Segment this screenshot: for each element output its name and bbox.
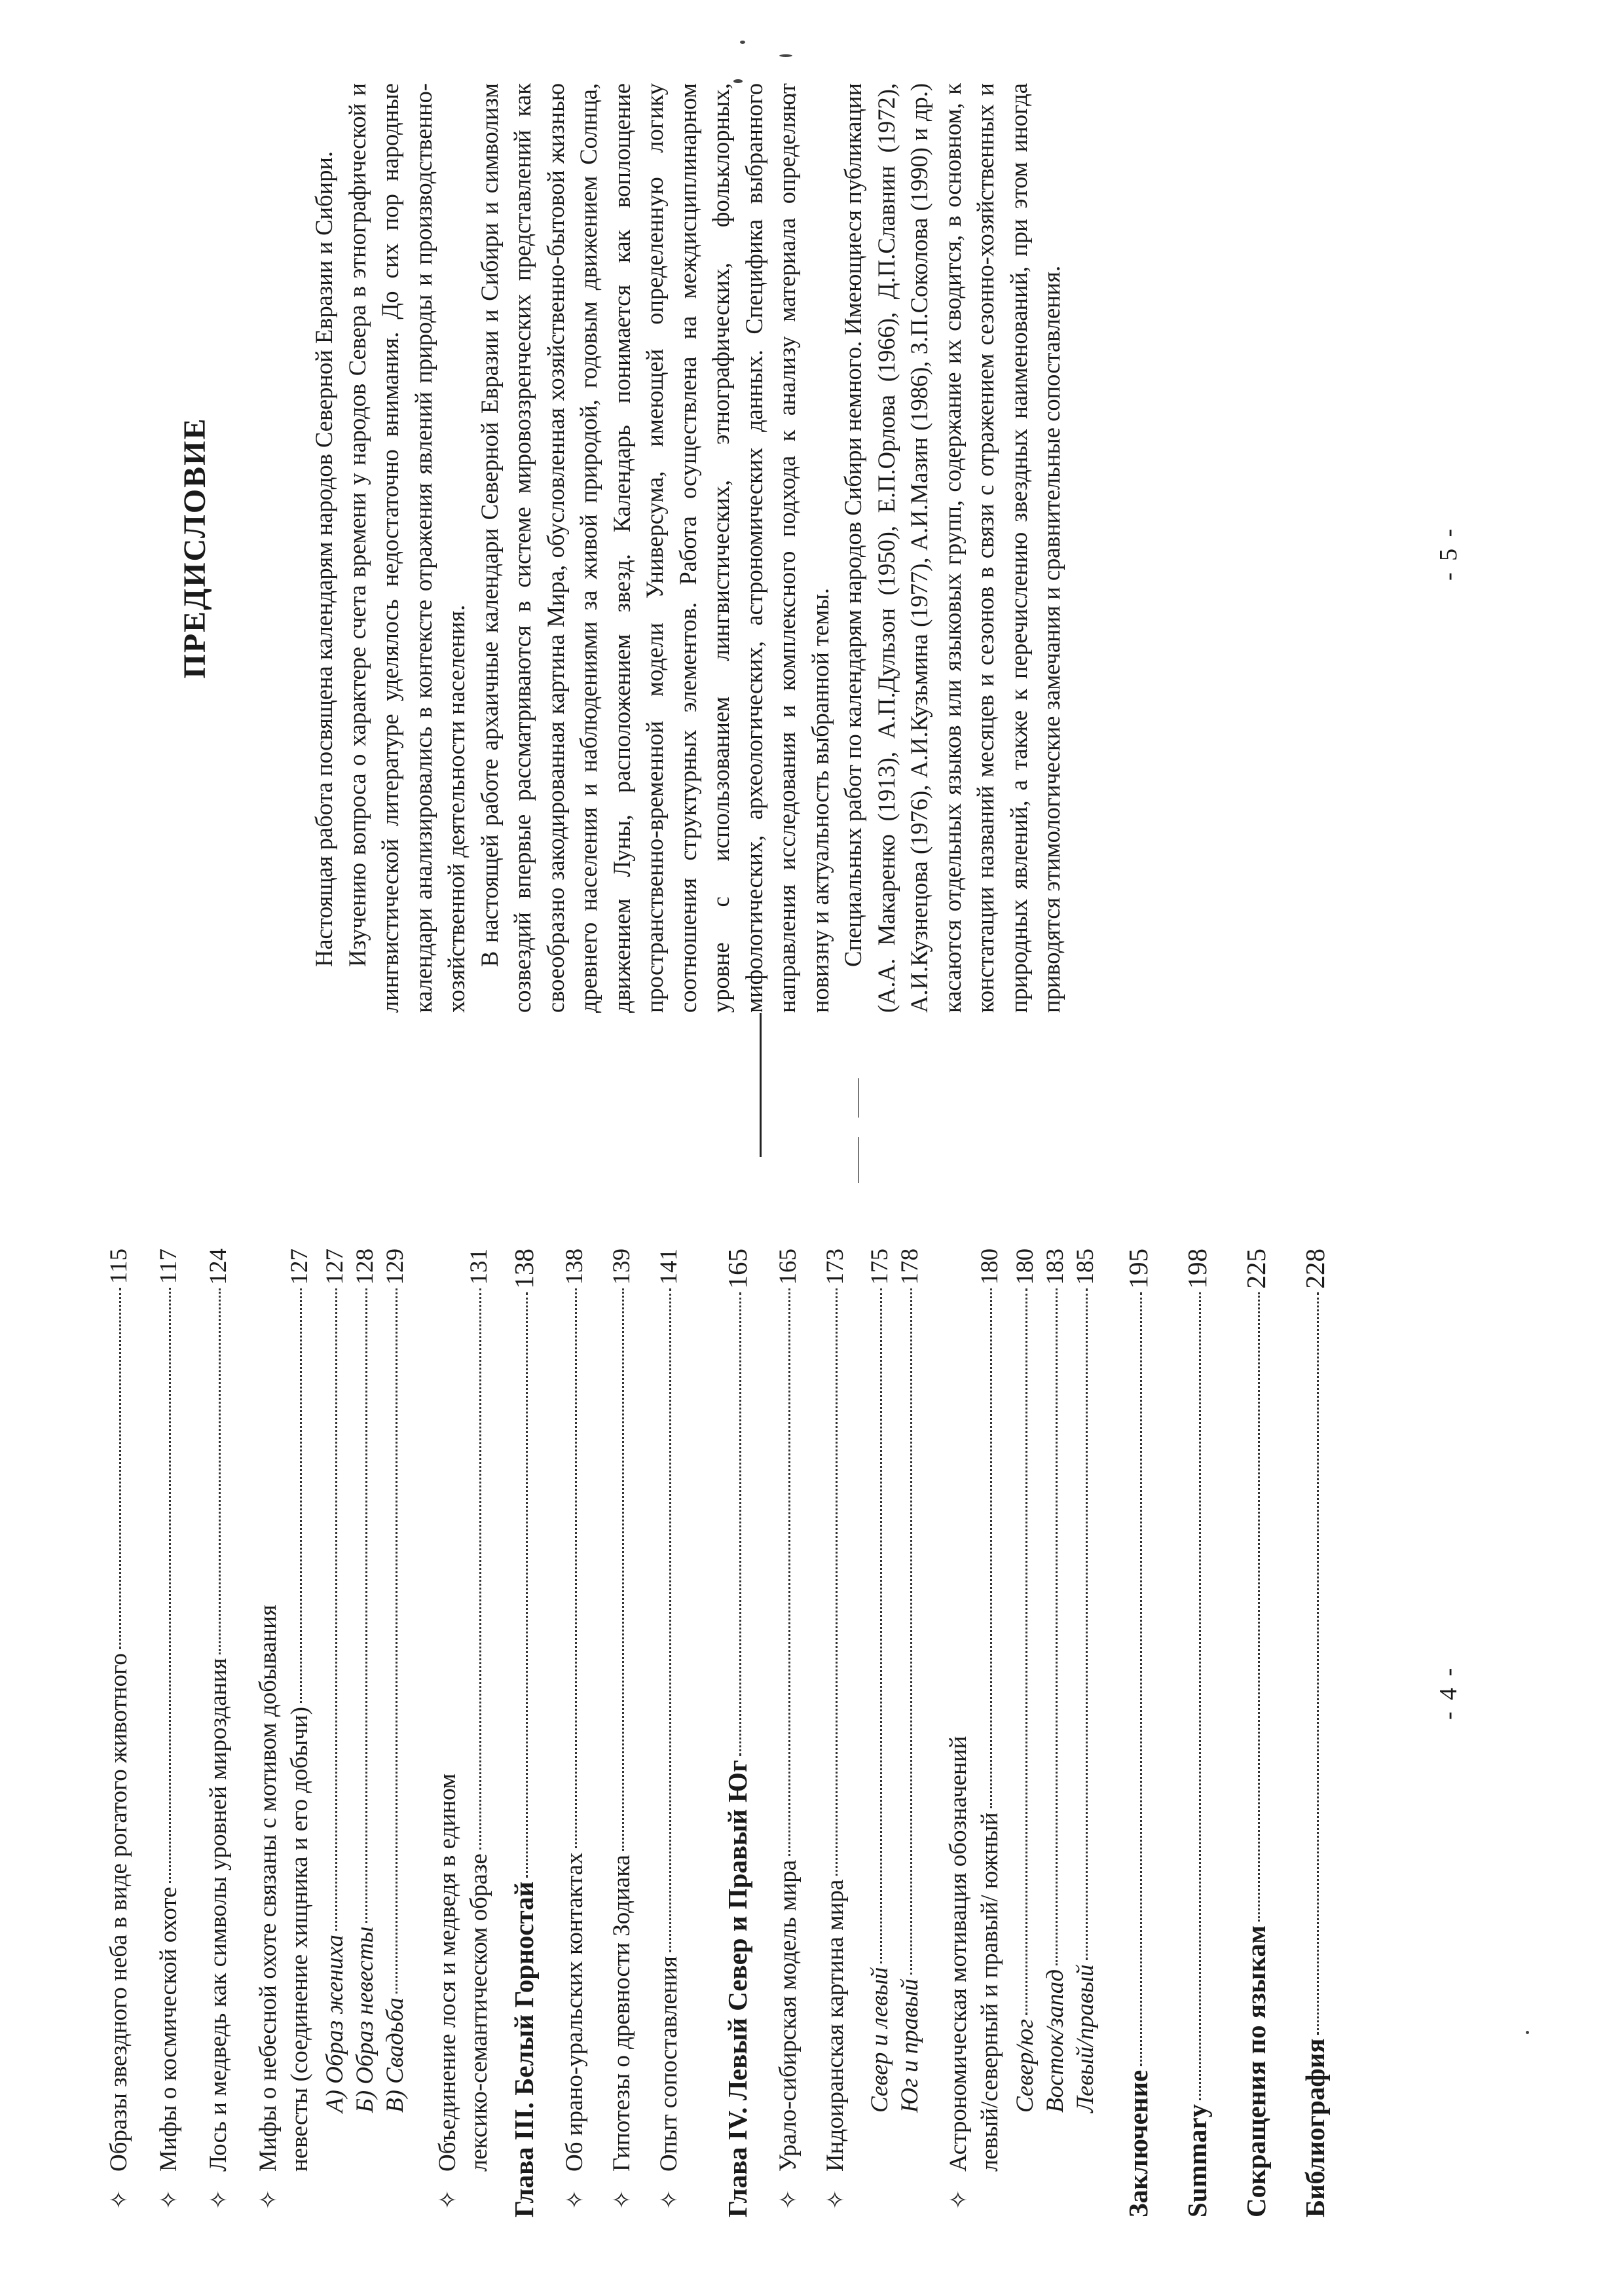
toc-entry-page: 173: [822, 1248, 849, 1285]
toc-entry: [654, 1248, 685, 2210]
toc-entry-page: 117: [155, 1248, 182, 1285]
toc-entry-title: Сокращения по языкам: [1241, 1925, 1271, 2217]
toc-entry-page: 138: [509, 1248, 539, 1289]
toc-entry-title-line1: Мифы о небесной охоте связаны с мотивом добывания: [255, 1605, 282, 2172]
toc-entry: [432, 1248, 495, 2210]
toc-entry: [253, 1248, 316, 2210]
toc-entry-title: Об ирано-уральских контактах: [561, 1852, 588, 2172]
toc-entry-page: 183: [1042, 1248, 1069, 1285]
scan-speck: [740, 41, 745, 44]
toc-entry-title: Север и левый: [866, 1967, 893, 2113]
toc-entry-title: Библиография: [1300, 2038, 1330, 2217]
toc-entry-page: 128: [352, 1248, 378, 1285]
toc-subentry: [350, 1248, 381, 2113]
toc-entry-title: Summary: [1182, 2104, 1212, 2217]
toc-chapter-heading: [1299, 1248, 1331, 2217]
toc-entry-title: Б) Образ невесты: [352, 1926, 378, 2113]
diamond-star-icon: ✧: [562, 2189, 588, 2210]
toc-entry-page: 165: [722, 1248, 752, 1289]
diamond-star-icon: ✧: [775, 2189, 802, 2210]
toc-entry-title: В) Свадьба: [382, 1997, 409, 2113]
scan-speck: [1526, 2031, 1529, 2034]
toc-entry-title-line1: Астрономическая мотивация обозначений: [945, 1736, 972, 2172]
toc-entry-title: А) Образ жениха: [322, 1935, 348, 2113]
diamond-star-icon: ✧: [609, 2189, 635, 2210]
diamond-star-icon: ✧: [255, 2189, 282, 2210]
toc-entry-page: 124: [205, 1248, 232, 1285]
toc-chapter-heading: [1181, 1248, 1213, 2217]
toc-entry-page: 180: [976, 1248, 1003, 1285]
toc-entry-title: Урало-сибирская модель мира: [775, 1859, 802, 2172]
toc-entry-page: 175: [866, 1248, 893, 1285]
toc-entry-page: 127: [286, 1248, 313, 1285]
toc-entry-page: 180: [1012, 1248, 1039, 1285]
page-number: - 4 -: [1435, 1665, 1462, 1720]
preface-body: [308, 83, 1069, 1013]
gutter-mark: [858, 1137, 859, 1183]
toc-entry-page: 138: [561, 1248, 588, 1285]
toc-entry-title: Левый/правый: [1072, 1964, 1099, 2113]
diamond-star-icon: ✧: [946, 2189, 972, 2210]
diamond-star-icon: ✧: [656, 2189, 682, 2210]
toc-entry-page: 185: [1072, 1248, 1099, 1285]
page-title: ПРЕДИСЛОВИЕ: [177, 417, 212, 679]
paragraph: Специальных работ по календарям народов Сибири немного. Имеющиеся публикации (А.А. Макаренко (1913), А.П.Дульзон (1950), Е.П.Орлова (1966), Д.П.Славнин (1972), А.И.Кузнецова (1976), А.И.Кузьмина (1977), А.И.Мазин (1986), З.П.Соколова (1990) и др.) касаются отдельных языков или языковых групп, содержание их сводится, в основном, к констатации названий месяцев и сезонов в связи с отражением сезонно-хозяйственных и природных явлений, а также к перечислению звездных наименований, при этом иногда приводятся этимологические замечания и сравнительные сопоставления.: [840, 83, 1065, 1013]
toc-entry-title: Глава III. Белый Горностай: [509, 1881, 539, 2217]
toc-entry: [773, 1248, 804, 2210]
toc-subentry: [1010, 1248, 1041, 2113]
toc-entry-title: Лось и медведь как символы уровней мироздания: [205, 1658, 232, 2172]
toc-entry-title: Индоиранская картина мира: [822, 1879, 849, 2172]
toc-subentry: [320, 1248, 351, 2113]
toc-entry-page: 165: [775, 1248, 802, 1285]
page-number: - 5 -: [1435, 526, 1462, 581]
toc-entry-page: 225: [1241, 1248, 1271, 1289]
toc-entry-page: 178: [896, 1248, 923, 1285]
toc-page: [92, 1248, 1559, 2217]
scan-speck: [779, 54, 792, 57]
toc-subentry: [380, 1248, 411, 2113]
toc-entry-page: 131: [466, 1248, 492, 1285]
toc-chapter-heading: [1240, 1248, 1272, 2217]
toc-entry-title: невесты (соединение хищника и его добычи): [286, 1707, 313, 2172]
gutter-rule: [760, 1013, 762, 1157]
toc-chapter-heading: [1122, 1248, 1154, 2217]
toc-entry-title: лексико-семантическом образе: [466, 1853, 492, 2172]
toc-entry: [203, 1248, 234, 2210]
toc-subentry: [1070, 1248, 1101, 2113]
paragraph: В настоящей работе архаичные календари Северной Евразии и Сибири и символизм созвездий впервые рассматриваются в системе мировоззренческих представлений как своеобразно закодированная картина Мира, обусловленная хозяйственно-бытовой жизнью древнего населения и наблюдениями за живой природой, годовым движением Солнца, движением Луны, расположением звезд. Календарь понимается как воплощение пространственно-временной модели Универсума, имеющей определенную логику соотношения структурных элементов. Работа осуществлена на междисциплинарном уровне с использованием лингвистических, этнографических, фольклорных, мифологических, археологических, астрономических данных. Специфика выбранного направления исследования и комплексного подхода к анализу материала определяют новизну и актуальность выбранной темы.: [475, 83, 834, 1013]
toc-entry-page: 127: [322, 1248, 348, 1285]
toc-entry-title: Мифы о космической охоте: [155, 1887, 182, 2172]
toc-entry-title: Гипотезы о древности Зодиака: [608, 1854, 635, 2172]
toc-entry-title-line1: Объединение лося и медведя в едином: [434, 1773, 461, 2172]
toc-entry-page: 139: [608, 1248, 635, 1285]
toc-entry-page: 129: [382, 1248, 409, 1285]
diamond-star-icon: ✧: [206, 2189, 232, 2210]
toc-entry-title: Опыт сопоставления: [655, 1956, 682, 2172]
toc-entry: [103, 1248, 135, 2210]
toc-entry: [820, 1248, 851, 2210]
toc-entry-title: левый/северный и правый/ южный: [976, 1812, 1003, 2172]
toc-subentry: [1040, 1248, 1071, 2113]
gutter-mark: [858, 1078, 859, 1118]
diamond-star-icon: ✧: [435, 2189, 461, 2210]
toc-entry-title: Образы звездного неба в виде рогатого животного: [105, 1653, 132, 2172]
toc-entry-title: Север/юг: [1012, 2018, 1039, 2113]
toc-entry: [559, 1248, 591, 2210]
preface-page: [92, 83, 1559, 1013]
diamond-star-icon: ✧: [156, 2189, 182, 2210]
toc-entry: [153, 1248, 185, 2210]
toc-entry-page: 115: [105, 1248, 132, 1285]
toc-entry-page: 195: [1123, 1248, 1153, 1289]
toc-entry-page: 228: [1300, 1248, 1330, 1289]
toc-entry-title: Восток/запад: [1042, 1969, 1069, 2113]
paragraph: Настоящая работа посвящена календарям народов Северной Евразии и Сибири.: [310, 151, 337, 967]
toc-entry-title: Глава IV. Левый Север и Правый Юг: [722, 1760, 752, 2217]
toc-entry-title: Юг и правый: [896, 1978, 923, 2113]
toc-entry-page: 198: [1182, 1248, 1212, 1289]
toc-entry-title: Заключение: [1123, 2069, 1153, 2217]
diamond-star-icon: ✧: [106, 2189, 132, 2210]
paragraph: Изучению вопроса о характере счета времени у народов Севера в этнографической и лингвистической литературе уделялось недостаточно внимания. До сих пор народные календари анализировались в контексте отражения явлений природы и производственно-хозяйственной деятельности населения.: [343, 83, 470, 1013]
toc-entry: [606, 1248, 638, 2210]
toc-subentry: [864, 1248, 896, 2113]
toc-subentry: [895, 1248, 926, 2113]
toc-entry-page: 141: [655, 1248, 682, 1285]
diamond-star-icon: ✧: [822, 2189, 849, 2210]
toc-entry: [943, 1248, 1006, 2210]
toc-chapter-heading: [722, 1248, 753, 2217]
toc-chapter-heading: [508, 1248, 540, 2217]
